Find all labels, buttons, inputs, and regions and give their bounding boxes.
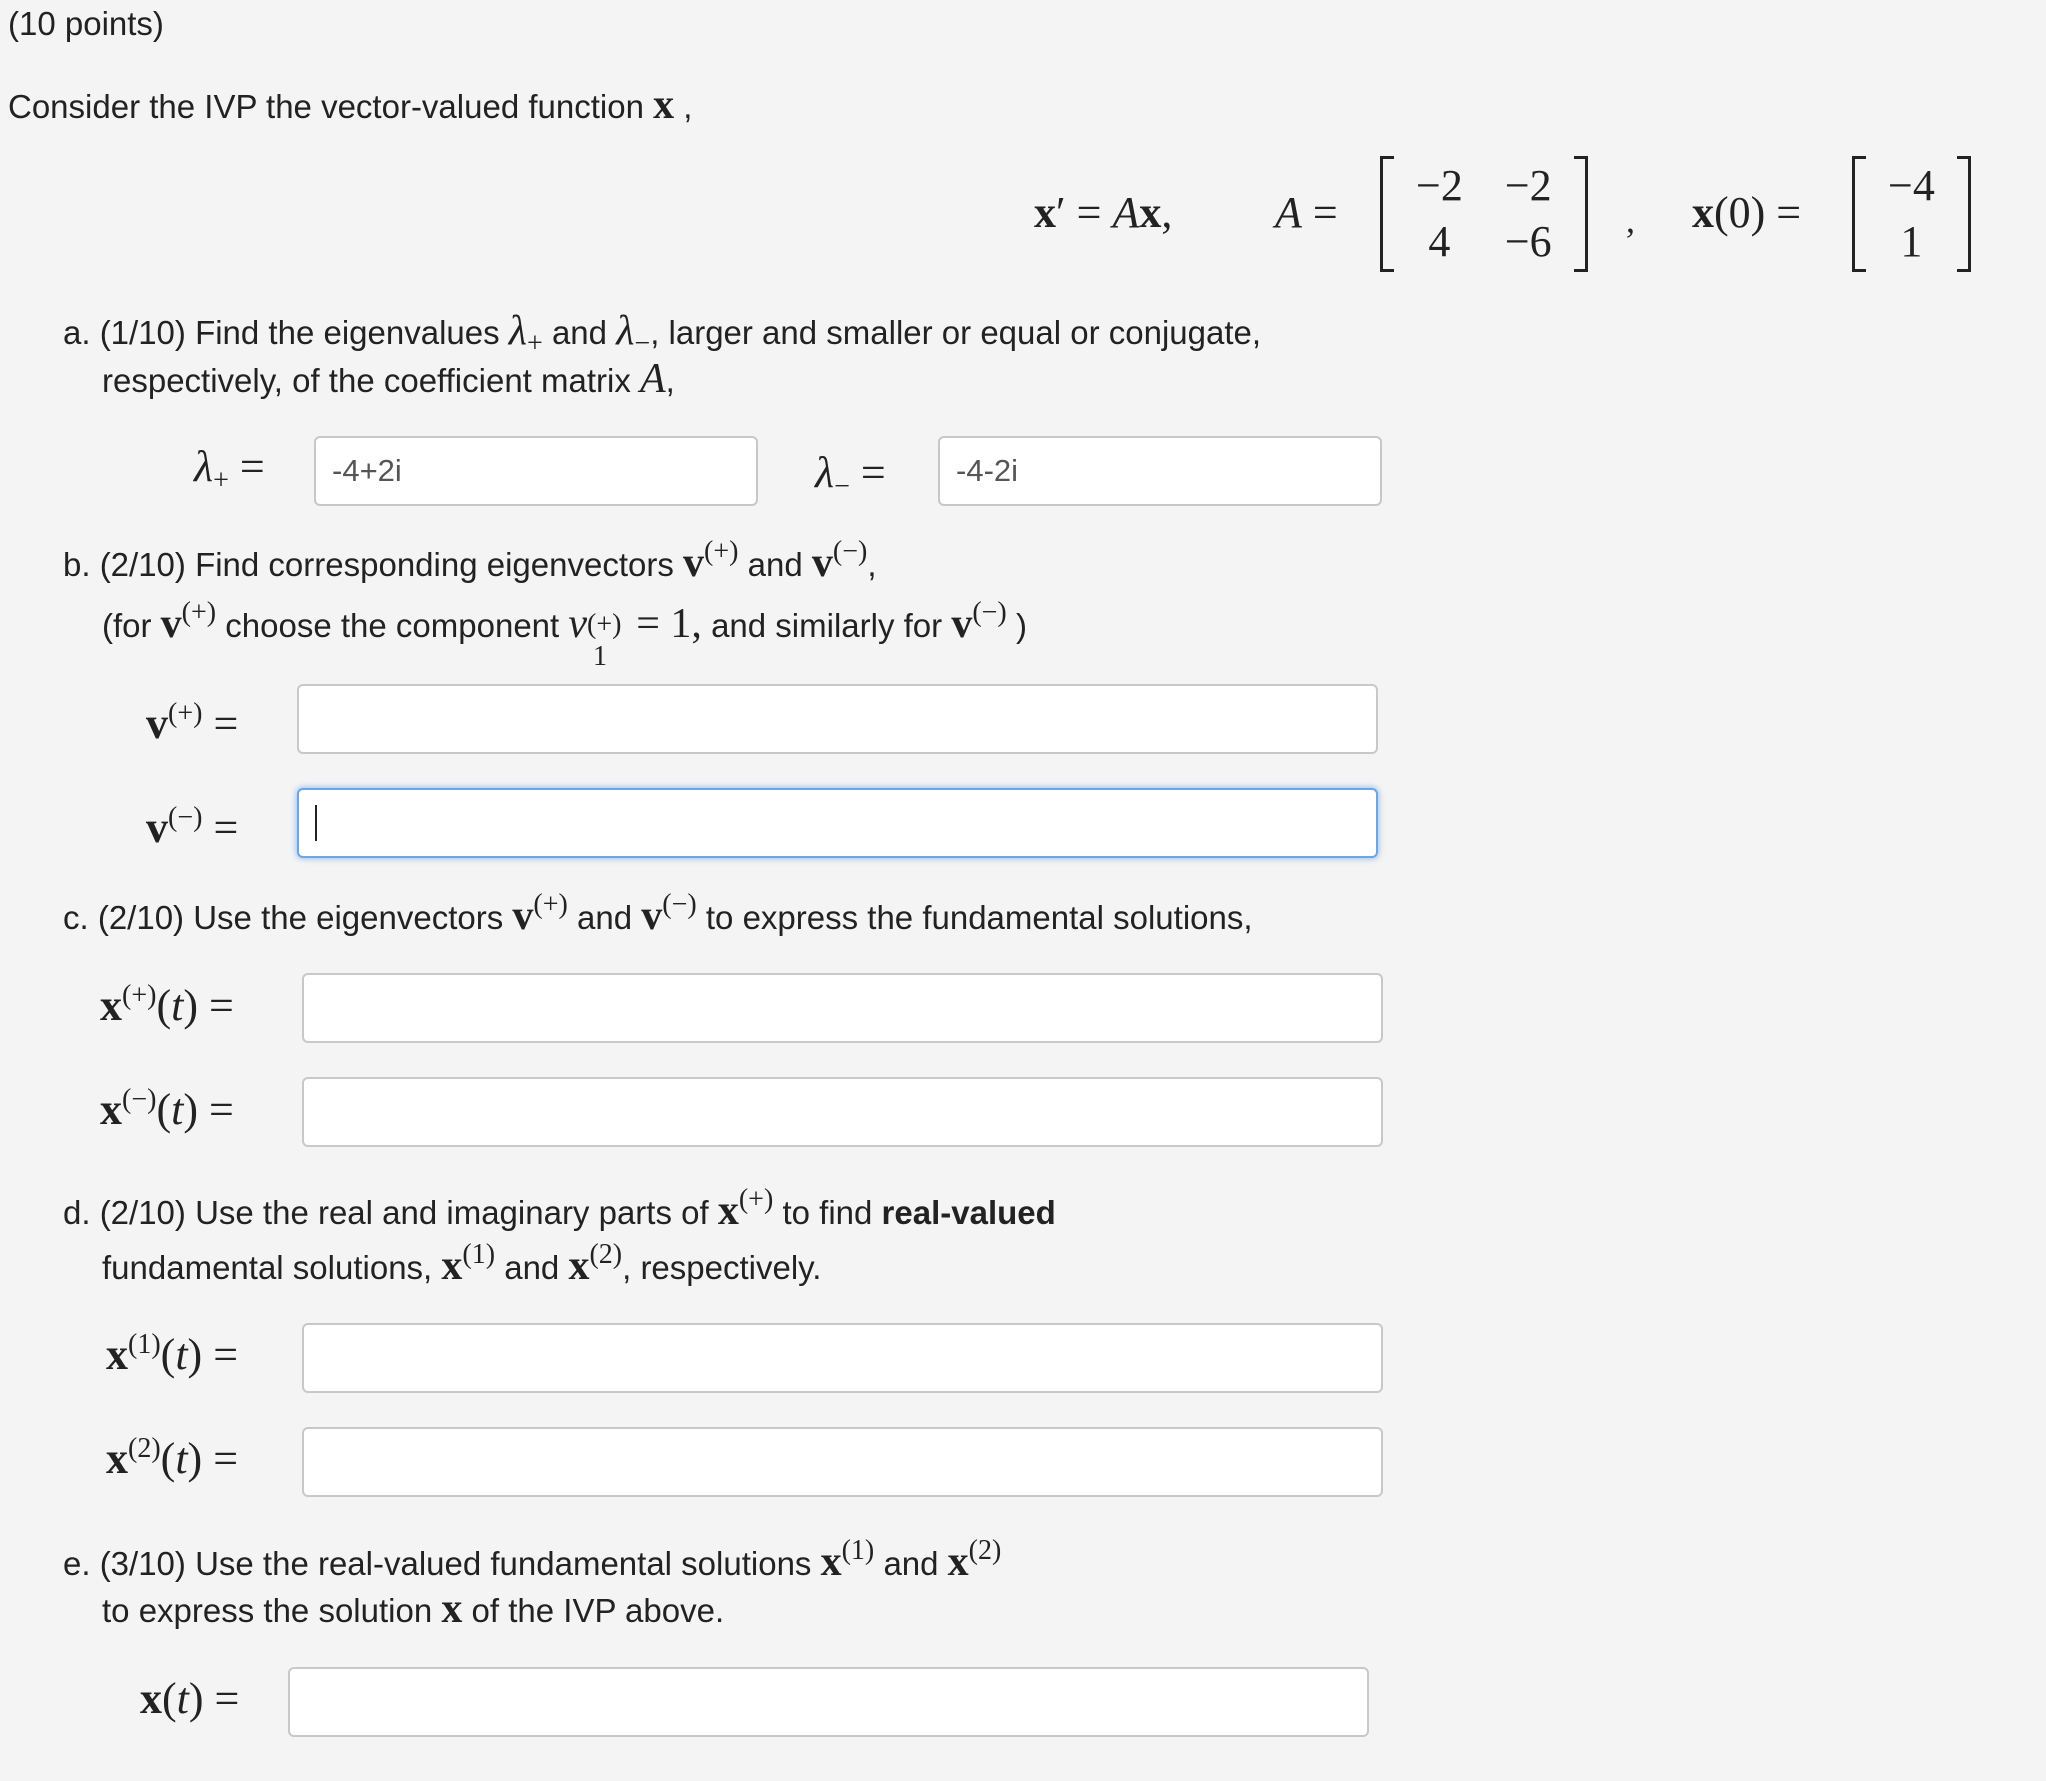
x-solution-label: x(t) = bbox=[140, 1674, 240, 1723]
lambda-plus-label: $\lambda_+$ = bbox=[194, 442, 265, 496]
x-minus-input[interactable] bbox=[302, 1077, 1383, 1147]
lambda-minus-input[interactable] bbox=[938, 436, 1382, 506]
part-b-question: b. (2/10) Find corresponding eigenvectors v(+) and v(−), bbox=[63, 536, 877, 586]
part-d-question-line2: fundamental solutions, $x^{(1)}$ and $x^{(2)}$, respectively. bbox=[102, 1239, 822, 1289]
part-b-question-line2: (for v(+) choose the component v (+) 1 = 1, and similarly for v(−) ) bbox=[102, 597, 1027, 672]
ivp-separator: , bbox=[1626, 200, 1635, 240]
part-a-question: a. (1/10) Find the eigenvalues $\lambda_+$ and $\lambda_-$, larger and smaller or equal or conjugate, bbox=[63, 308, 1262, 359]
text-cursor bbox=[315, 805, 317, 841]
x1-input[interactable] bbox=[302, 1323, 1383, 1393]
matrix-A-entry: 4 bbox=[1428, 217, 1451, 266]
part-e-question-line2: to express the solution x of the IVP above. bbox=[102, 1586, 725, 1632]
ivp-equation: x′ = Ax, bbox=[1034, 188, 1173, 237]
initial-vector-entry: 1 bbox=[1900, 217, 1923, 266]
part-e-question: e. (3/10) Use the real-valued fundamental solutions $x^{(1)}$ and $x^{(2)}$ bbox=[63, 1535, 1002, 1585]
lambda-plus-input[interactable] bbox=[314, 436, 758, 506]
matrix-A bbox=[1380, 156, 1588, 272]
matrix-A-label: A = bbox=[1275, 188, 1338, 237]
matrix-A-entry: −6 bbox=[1504, 217, 1552, 266]
part-d-question: d. (2/10) Use the real and imaginary parts of x(+) to find real-valued bbox=[63, 1184, 1056, 1234]
x2-input[interactable] bbox=[302, 1427, 1383, 1497]
matrix-A-entry: −2 bbox=[1416, 161, 1463, 210]
v-minus-label: v(−) = bbox=[146, 802, 239, 852]
initial-vector bbox=[1852, 156, 1971, 272]
x-plus-label: x(+)(t) = bbox=[100, 980, 234, 1030]
v-minus-input[interactable] bbox=[297, 788, 1378, 858]
v-plus-input[interactable] bbox=[297, 684, 1378, 754]
lambda-minus-label: $\lambda_-$ = bbox=[815, 448, 886, 502]
points-label: (10 points) bbox=[8, 5, 164, 42]
part-c-question: c. (2/10) Use the eigenvectors v(+) and v(−) to express the fundamental solutions, bbox=[63, 889, 1253, 939]
initial-vector-entry: −4 bbox=[1888, 161, 1935, 210]
intro-text: Consider the IVP the vector-valued function x , bbox=[8, 82, 693, 128]
initial-condition-label: x(0) = bbox=[1692, 188, 1802, 237]
matrix-A-entry: −2 bbox=[1504, 161, 1552, 210]
x-solution-input[interactable] bbox=[288, 1667, 1369, 1737]
part-a-question-line2: respectively, of the coefficient matrix A, bbox=[102, 356, 675, 402]
x-plus-input[interactable] bbox=[302, 973, 1383, 1043]
v-plus-label: v(+) = bbox=[146, 698, 239, 748]
x2-label: $x^{(2)}(t)$ = bbox=[106, 1433, 239, 1483]
x-minus-label: x(−)(t) = bbox=[100, 1084, 234, 1134]
x1-label: $x^{(1)}(t)$ = bbox=[106, 1329, 239, 1379]
